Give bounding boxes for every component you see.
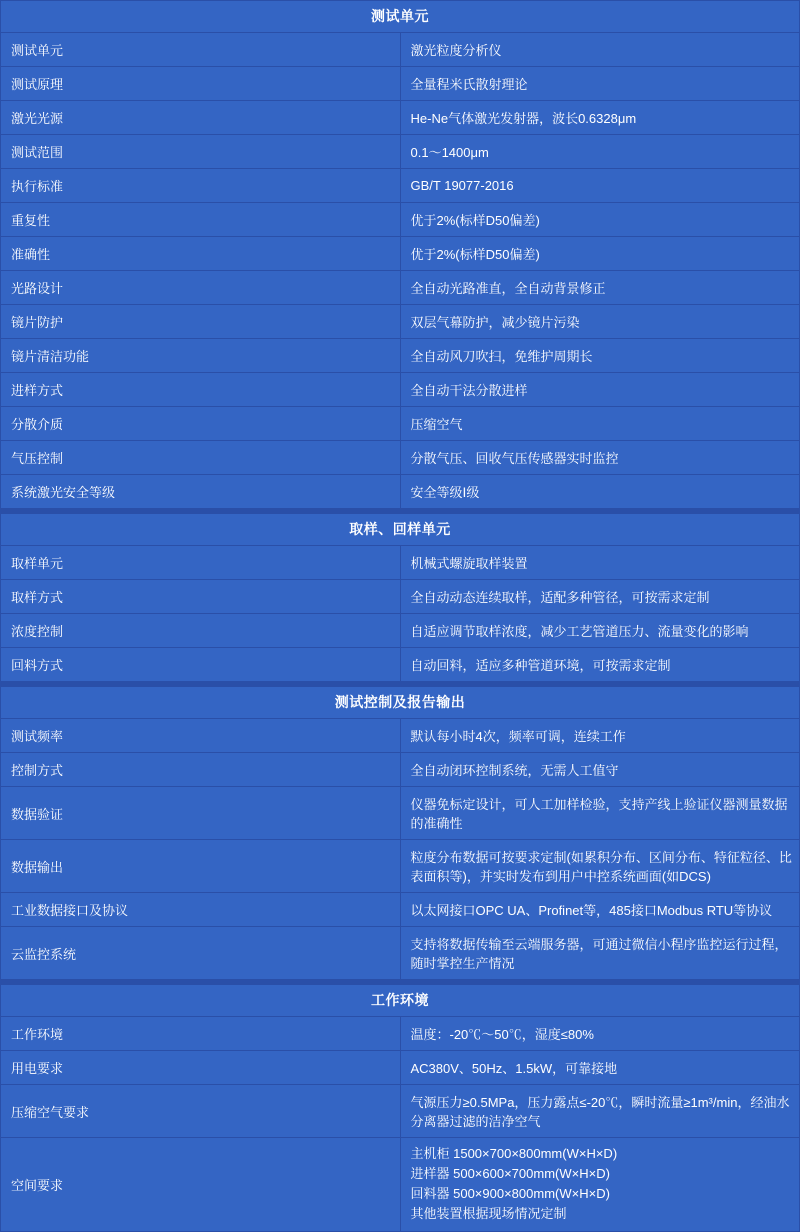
row-value: 激光粒度分析仪 xyxy=(400,33,800,67)
row-value: 气源压力≥0.5MPa，压力露点≤-20℃，瞬时流量≥1m³/min，经油水分离器过滤的洁净空气 xyxy=(400,1085,800,1138)
row-value: 全自动动态连续取样，适配多种管径，可按需求定制 xyxy=(400,580,800,614)
table-row xyxy=(1,1085,800,1138)
row-value: 支持将数据传输至云端服务器，可通过微信小程序监控运行过程，随时掌控生产情况 xyxy=(400,927,800,980)
table-row xyxy=(1,787,800,840)
row-label: 工作环境 xyxy=(1,1017,401,1051)
table-row xyxy=(1,1138,800,1232)
row-label: 用电要求 xyxy=(1,1051,401,1085)
row-label: 镜片清洁功能 xyxy=(1,339,401,373)
row-label: 浓度控制 xyxy=(1,614,401,648)
section-title: 取样、回样单元 xyxy=(1,514,800,546)
table-row xyxy=(1,441,800,475)
row-label: 空间要求 xyxy=(1,1138,401,1232)
table-row xyxy=(1,840,800,893)
section-title: 测试控制及报告输出 xyxy=(1,687,800,719)
row-value: 温度：-20℃～50℃，湿度≤80% xyxy=(400,1017,800,1051)
section-header-row xyxy=(1,1,800,33)
row-value: 自适应调节取样浓度，减少工艺管道压力、流量变化的影响 xyxy=(400,614,800,648)
row-value: 自动回料，适应多种管道环境，可按需求定制 xyxy=(400,648,800,682)
section-title: 工作环境 xyxy=(1,985,800,1017)
table-row xyxy=(1,614,800,648)
row-value: 优于2%(标样D50偏差) xyxy=(400,203,800,237)
table-row xyxy=(1,169,800,203)
spec-table-body xyxy=(1,1,800,1232)
table-row xyxy=(1,135,800,169)
row-value: 双层气幕防护，减少镜片污染 xyxy=(400,305,800,339)
table-row xyxy=(1,67,800,101)
table-row xyxy=(1,271,800,305)
section-header-row xyxy=(1,687,800,719)
row-value: 分散气压、回收气压传感器实时监控 xyxy=(400,441,800,475)
row-value: 全自动光路准直，全自动背景修正 xyxy=(400,271,800,305)
table-row xyxy=(1,373,800,407)
row-value: 0.1～1400μm xyxy=(400,135,800,169)
row-label: 重复性 xyxy=(1,203,401,237)
table-row xyxy=(1,475,800,509)
row-label: 光路设计 xyxy=(1,271,401,305)
row-label: 系统激光安全等级 xyxy=(1,475,401,509)
table-row xyxy=(1,305,800,339)
row-value: 全自动风刀吹扫，免维护周期长 xyxy=(400,339,800,373)
row-label: 执行标准 xyxy=(1,169,401,203)
row-value: 全自动闭环控制系统，无需人工值守 xyxy=(400,753,800,787)
row-value: AC380V、50Hz、1.5kW，可靠接地 xyxy=(400,1051,800,1085)
row-label: 取样方式 xyxy=(1,580,401,614)
table-row xyxy=(1,407,800,441)
row-label: 气压控制 xyxy=(1,441,401,475)
table-row xyxy=(1,753,800,787)
table-row xyxy=(1,719,800,753)
section-header-row xyxy=(1,514,800,546)
table-row xyxy=(1,546,800,580)
table-row xyxy=(1,33,800,67)
table-row xyxy=(1,648,800,682)
table-row xyxy=(1,893,800,927)
section-title: 测试单元 xyxy=(1,1,800,33)
row-label: 测试单元 xyxy=(1,33,401,67)
row-label: 激光光源 xyxy=(1,101,401,135)
row-label: 压缩空气要求 xyxy=(1,1085,401,1138)
row-label: 准确性 xyxy=(1,237,401,271)
table-row xyxy=(1,580,800,614)
row-label: 云监控系统 xyxy=(1,927,401,980)
row-value: 全量程米氏散射理论 xyxy=(400,67,800,101)
row-label: 工业数据接口及协议 xyxy=(1,893,401,927)
row-label: 测试范围 xyxy=(1,135,401,169)
row-label: 控制方式 xyxy=(1,753,401,787)
row-value: 仪器免标定设计，可人工加样检验，支持产线上验证仪器测量数据的准确性 xyxy=(400,787,800,840)
table-row xyxy=(1,927,800,980)
table-row xyxy=(1,1051,800,1085)
table-row xyxy=(1,237,800,271)
table-row xyxy=(1,101,800,135)
row-value: 默认每小时4次，频率可调，连续工作 xyxy=(400,719,800,753)
table-row xyxy=(1,1017,800,1051)
row-label: 测试频率 xyxy=(1,719,401,753)
row-label: 数据输出 xyxy=(1,840,401,893)
row-value: 安全等级Ⅰ级 xyxy=(400,475,800,509)
section-header-row xyxy=(1,985,800,1017)
row-label: 回料方式 xyxy=(1,648,401,682)
row-label: 测试原理 xyxy=(1,67,401,101)
row-label: 数据验证 xyxy=(1,787,401,840)
row-label: 取样单元 xyxy=(1,546,401,580)
row-value: 压缩空气 xyxy=(400,407,800,441)
row-value: 优于2%(标样D50偏差) xyxy=(400,237,800,271)
table-row xyxy=(1,339,800,373)
row-label: 进样方式 xyxy=(1,373,401,407)
row-value: 全自动干法分散进样 xyxy=(400,373,800,407)
row-value: 主机柜 1500×700×800mm(W×H×D) 进样器 500×600×700mm(W×H×D) 回料器 500×900×800mm(W×H×D) 其他装置根据现场情况定制 xyxy=(400,1138,800,1232)
row-value: 粒度分布数据可按要求定制(如累积分布、区间分布、特征粒径、比表面积等)，并实时发布到用户中控系统画面(如DCS) xyxy=(400,840,800,893)
row-label: 镜片防护 xyxy=(1,305,401,339)
table-row xyxy=(1,203,800,237)
row-label: 分散介质 xyxy=(1,407,401,441)
row-value: GB/T 19077-2016 xyxy=(400,169,800,203)
row-value: 机械式螺旋取样装置 xyxy=(400,546,800,580)
row-value: He-Ne气体激光发射器，波长0.6328μm xyxy=(400,101,800,135)
row-value: 以太网接口OPC UA、Profinet等，485接口Modbus RTU等协议 xyxy=(400,893,800,927)
